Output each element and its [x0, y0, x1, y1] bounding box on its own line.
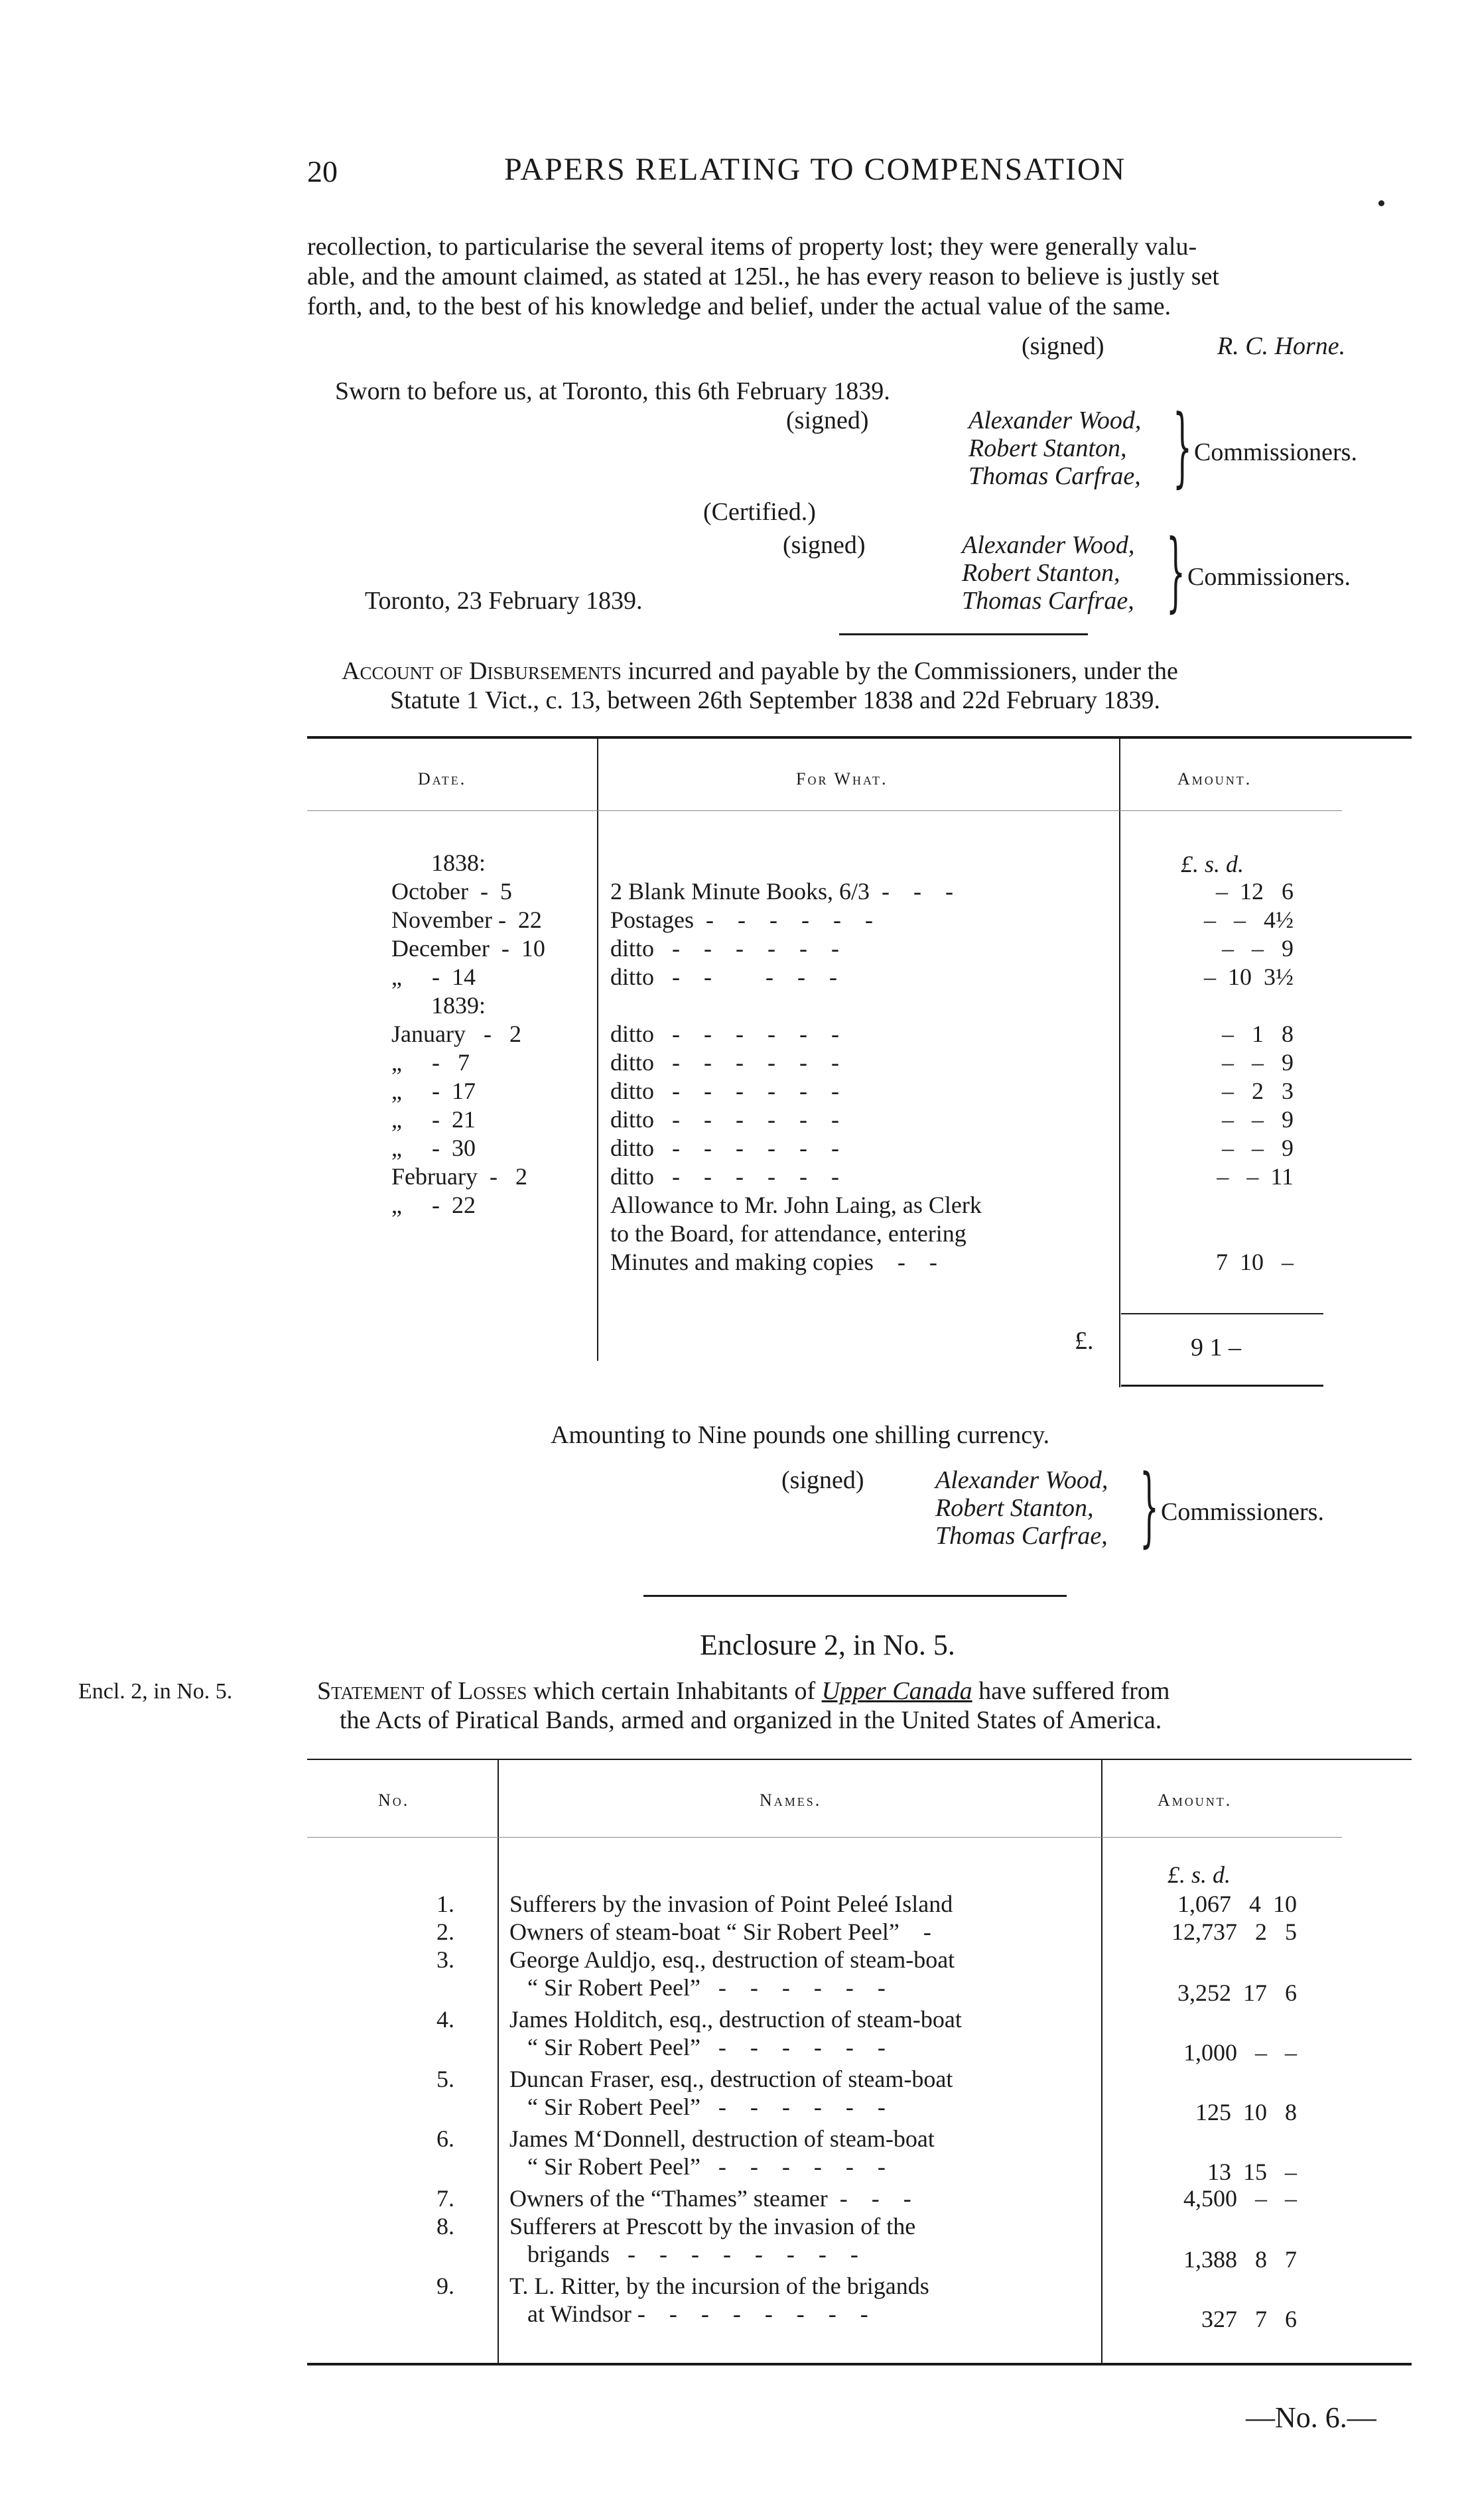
row-description: ditto - - - - - -: [610, 935, 839, 962]
commissioner-name: Alexander Wood,: [962, 531, 1135, 559]
row-description: ditto - - - - - -: [610, 1163, 839, 1190]
row-number: 4.: [436, 2006, 454, 2033]
commissioner-name: Robert Stanton,: [962, 559, 1120, 587]
amounting-text: Amounting to Nine pounds one shilling currency.: [551, 1421, 1050, 1449]
row-amount: 1,388 8 7: [1183, 2246, 1297, 2273]
divider: [643, 1595, 1067, 1597]
row-date: „ - 17: [391, 1078, 476, 1104]
row-date: „ - 22: [391, 1192, 476, 1218]
row-amount: 125 10 8: [1195, 2099, 1297, 2125]
row-date: „ - 30: [391, 1135, 476, 1161]
row-date: „ - 21: [391, 1106, 476, 1133]
column-header-what: For What.: [796, 769, 888, 788]
row-description: to the Board, for attendance, entering: [610, 1220, 966, 1247]
row-name-line: George Auldjo, esq., destruction of steam-boat: [509, 1946, 955, 1973]
row-amount: 4,500 – –: [1183, 2185, 1297, 2212]
row-name-line: Sufferers by the invasion of Point Peleé Island: [509, 1891, 953, 1917]
total-label: £.: [1075, 1327, 1094, 1355]
row-number: 8.: [436, 2213, 454, 2239]
certified-label: (Certified.): [703, 498, 816, 526]
commissioner-name: Robert Stanton,: [968, 434, 1127, 462]
account-heading-rest: incurred and payable by the Commissioners, under the: [621, 657, 1178, 685]
column-header-names: Names.: [760, 1791, 822, 1810]
sworn-statement: Sworn to before us, at Toronto, this 6th February 1839.: [335, 377, 890, 405]
commissioner-name: Robert Stanton,: [935, 1494, 1094, 1522]
column-header-no: No.: [378, 1791, 410, 1810]
brace: }: [1166, 521, 1185, 621]
commissioner-name: Thomas Carfrae,: [935, 1522, 1108, 1550]
row-name-line: James Holditch, esq., destruction of steam-boat: [509, 2006, 962, 2033]
signature-name: R. C. Horne.: [1217, 332, 1346, 360]
row-name-line: at Windsor - - - - - - - -: [527, 2300, 868, 2327]
commissioner-name: Thomas Carfrae,: [962, 587, 1134, 615]
commissioner-name: Alexander Wood,: [968, 407, 1142, 434]
row-name-line: Owners of the “Thames” steamer - - -: [509, 2185, 911, 2212]
row-description: Minutes and making copies - -: [610, 1249, 937, 1275]
row-date: December - 10: [391, 935, 545, 962]
row-description: Postages - - - - - -: [610, 907, 873, 933]
brace: }: [1173, 396, 1192, 497]
brace: }: [1140, 1456, 1159, 1556]
header-rule: [307, 810, 1342, 811]
row-amount: 1,000 – –: [1183, 2039, 1297, 2066]
total-rule: [1121, 1385, 1323, 1387]
sum-rule: [1121, 1313, 1323, 1314]
row-name-line: Duncan Fraser, esq., destruction of steam-boat: [509, 2066, 953, 2092]
row-description: ditto - - - - - -: [610, 1021, 839, 1047]
row-name-line: “ Sir Robert Peel” - - - - - -: [527, 2034, 886, 2060]
header-rule: [307, 1837, 1342, 1838]
heading-text: have suffered from: [972, 1677, 1170, 1705]
row-amount: – – 11: [1217, 1163, 1294, 1190]
account-heading-sc: Account of Disbursements: [342, 657, 622, 685]
heading-sc: Statement: [317, 1677, 425, 1705]
statement-heading: [317, 1676, 1392, 1706]
row-number: 5.: [436, 2066, 454, 2092]
row-amount: 1,067 4 10: [1177, 1891, 1297, 1917]
row-date: 1839:: [431, 992, 486, 1019]
page-number: 20: [307, 155, 338, 188]
commissioners-role: Commissioners.: [1194, 438, 1357, 466]
heading-sc: Losses: [458, 1677, 527, 1705]
table-top-rule: [307, 736, 1412, 739]
row-date: February - 2: [391, 1163, 527, 1190]
row-date: „ - 7: [391, 1049, 470, 1076]
intro-paragraph: [307, 232, 1368, 322]
intro-line: recollection, to particularise the several items of property lost; they were generally valu-: [307, 233, 1197, 261]
divider: [839, 633, 1088, 635]
row-amount: – 1 8: [1222, 1021, 1294, 1047]
row-name-line: “ Sir Robert Peel” - - - - - -: [527, 1974, 886, 2001]
column-divider: [1119, 737, 1120, 1387]
row-amount: 7 10 –: [1216, 1249, 1294, 1275]
page-title: PAPERS RELATING TO COMPENSATION: [504, 152, 1126, 187]
row-amount: – – 9: [1222, 1106, 1294, 1133]
row-number: 3.: [436, 1946, 454, 1973]
heading-italic: Upper Canada: [821, 1677, 972, 1705]
currency-units: £. s. d.: [1167, 1861, 1231, 1888]
row-date: 1838:: [431, 850, 486, 876]
row-description: ditto - - - - - -: [610, 1135, 839, 1161]
account-heading: [342, 657, 1376, 686]
column-header-amount: Amount.: [1177, 769, 1252, 788]
row-amount: 12,737 2 5: [1171, 1919, 1297, 1945]
row-amount: – – 4½: [1204, 907, 1294, 933]
account-heading-line2: Statute 1 Vict., c. 13, between 26th September 1838 and 22d February 1839.: [390, 686, 1161, 714]
row-number: 1.: [436, 1891, 454, 1917]
row-name-line: Owners of steam-boat “ Sir Robert Peel” -: [509, 1919, 931, 1945]
signed-label: (signed): [783, 531, 866, 559]
row-amount: – 12 6: [1216, 878, 1294, 905]
row-name-line: Sufferers at Prescott by the invasion of the: [509, 2213, 916, 2239]
row-description: ditto - - - - - -: [610, 1106, 839, 1133]
signed-label: (signed): [1022, 332, 1104, 360]
row-description: Allowance to Mr. John Laing, as Clerk: [610, 1192, 982, 1218]
row-amount: 327 7 6: [1201, 2306, 1297, 2332]
row-amount: – – 9: [1222, 935, 1294, 962]
intro-line: forth, and, to the best of his knowledge and belief, under the actual value of the same.: [307, 292, 1171, 320]
intro-line: able, and the amount claimed, as stated at 125l., he has every reason to believe is justly set: [307, 263, 1219, 290]
currency-units: £. s. d.: [1181, 851, 1244, 877]
row-amount: 13 15 –: [1207, 2159, 1297, 2185]
row-description: ditto - - - - - -: [610, 1078, 839, 1104]
statement-heading-line2: the Acts of Piratical Bands, armed and organized in the United States of America.: [340, 1706, 1162, 1734]
row-number: 2.: [436, 1919, 454, 1945]
row-name-line: “ Sir Robert Peel” - - - - - -: [527, 2153, 886, 2180]
total-amount: 9 1 –: [1191, 1334, 1241, 1361]
column-divider: [1101, 1760, 1102, 2363]
row-name-line: “ Sir Robert Peel” - - - - - -: [527, 2094, 886, 2120]
row-name-line: James M‘Donnell, destruction of steam-boat: [509, 2125, 935, 2152]
next-section-marker: —No. 6.—: [1246, 2401, 1376, 2434]
row-amount: – 10 3½: [1204, 964, 1294, 990]
row-date: January - 2: [391, 1021, 521, 1047]
commissioner-name: Thomas Carfrae,: [968, 462, 1141, 490]
ink-dot: [1378, 200, 1384, 206]
heading-text: of: [424, 1677, 458, 1705]
signed-label: (signed): [781, 1466, 864, 1494]
column-divider: [498, 1760, 499, 2363]
row-number: 9.: [436, 2273, 454, 2299]
enclosure-title: Enclosure 2, in No. 5.: [700, 1629, 955, 1661]
row-number: 7.: [436, 2185, 454, 2212]
heading-text: which certain Inhabitants of: [527, 1677, 822, 1705]
row-date: „ - 14: [391, 964, 476, 990]
row-description: ditto - - - - -: [610, 964, 837, 990]
commissioners-role: Commissioners.: [1187, 563, 1351, 591]
column-divider: [597, 737, 598, 1361]
signed-label: (signed): [786, 407, 869, 434]
commissioner-name: Alexander Wood,: [935, 1466, 1108, 1494]
margin-note: Encl. 2, in No. 5.: [78, 1679, 233, 1704]
place-date: Toronto, 23 February 1839.: [365, 587, 643, 615]
row-description: 2 Blank Minute Books, 6/3 - - -: [610, 878, 953, 905]
row-name-line: brigands - - - - - - - -: [527, 2241, 858, 2267]
row-description: ditto - - - - - -: [610, 1049, 839, 1076]
column-header-amount: Amount.: [1158, 1791, 1233, 1810]
table-top-rule: [307, 1759, 1412, 1760]
row-amount: 3,252 17 6: [1177, 1980, 1297, 2006]
row-date: October - 5: [391, 878, 512, 905]
row-amount: – 2 3: [1222, 1078, 1294, 1104]
column-header-date: Date.: [418, 769, 467, 788]
row-name-line: T. L. Ritter, by the incursion of the brigands: [509, 2273, 929, 2299]
commissioners-role: Commissioners.: [1161, 1498, 1324, 1526]
row-number: 6.: [436, 2125, 454, 2152]
row-date: November - 22: [391, 907, 542, 933]
row-amount: – – 9: [1222, 1049, 1294, 1076]
row-amount: – – 9: [1222, 1135, 1294, 1161]
table-bottom-rule: [307, 2363, 1412, 2365]
